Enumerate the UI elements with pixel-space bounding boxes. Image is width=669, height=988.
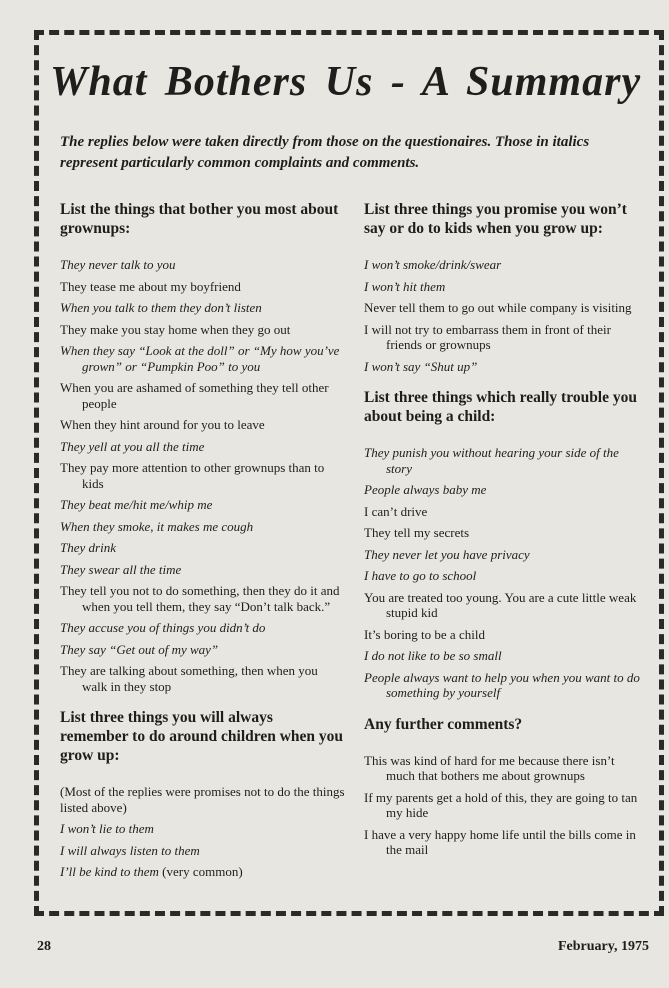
answer-item: They swear all the time	[60, 561, 182, 577]
answer-item: I have to go to school	[364, 568, 477, 583]
answer-item-kind	[60, 864, 345, 880]
answer-item-kind-note: (very common)	[158, 864, 243, 879]
answers-remember-to-do	[60, 784, 345, 880]
answer-item: When they hint around for you to leave	[60, 417, 265, 432]
question-further-comments: Any further comments?	[364, 715, 523, 733]
answer-item: They pay more attention to other grownups than to kids	[60, 460, 325, 491]
answer-item: When you are ashamed of something they tell other people	[60, 380, 329, 411]
question-remember-to-do: List three things you will always remember to do around children when you grow up:	[60, 709, 344, 764]
answer-item: People always baby me	[364, 482, 487, 497]
answer-item: They tell you not to do something, then they do it and when you tell them, they say “Don’t talk back.”	[60, 583, 340, 614]
answer-item: I will always listen to them	[60, 842, 200, 858]
answer-item: If my parents get a hold of this, they are going to tan my hide	[364, 789, 638, 820]
answer-item: Never tell them to go out while company is visiting	[364, 300, 632, 315]
answer-item: When they smoke, it makes me cough	[60, 518, 254, 534]
answer-item: They say “Get out of my way”	[60, 641, 219, 657]
answer-item: I do not like to be so small	[364, 648, 502, 663]
answer-item: I won’t say “Shut up”	[364, 358, 478, 374]
answer-item: I will not try to embarrass them in front of their friends or grownups	[364, 321, 611, 352]
answer-item: You are treated too young. You are a cute little weak stupid kid	[364, 589, 637, 620]
page-number: 28	[37, 939, 51, 954]
answer-item: They accuse you of things you didn’t do	[60, 620, 266, 635]
answer-item: I can’t drive	[364, 503, 428, 519]
question-trouble-being-child: List three things which really trouble you about being a child:	[364, 389, 637, 425]
issue-date: February, 1975	[558, 939, 649, 954]
answer-item: They make you stay home when they go out	[60, 321, 291, 337]
question-promise-wont: List three things you promise you won’t say or do to kids when you grow up:	[364, 201, 627, 237]
answer-item: They drink	[60, 540, 116, 555]
answers-promise-wont	[364, 257, 646, 374]
answer-item: This was kind of hard for me because there isn’t much that bothers me about grownups	[364, 752, 615, 783]
answer-item: They punish you without hearing your side of the story	[364, 445, 619, 476]
answers-trouble-being-child	[364, 445, 646, 701]
answer-item: I have a very happy home life until the bills come in the mail	[364, 826, 636, 857]
answer-item: I won’t smoke/drink/swear	[364, 257, 502, 272]
question-bothers-most: List the things that bother you most about grownups:	[60, 201, 339, 237]
answer-item: They beat me/hit me/whip me	[60, 497, 213, 512]
answer-item: They are talking about something, then when you walk in they stop	[60, 663, 318, 694]
answer-item: When they say “Look at the doll” or “My how you’ve grown” or “Pumpkin Poo” to you	[60, 343, 340, 374]
answer-item: They yell at you all the time	[60, 438, 205, 454]
answer-note: (Most of the replies were promises not to do the things listed above)	[60, 784, 345, 815]
answer-item: They never let you have privacy	[364, 546, 530, 562]
right-column	[364, 200, 646, 864]
answer-item-kind-italic: I’ll be kind to them	[60, 864, 159, 879]
answer-item: People always want to help you when you want to do something by yourself	[364, 669, 640, 700]
intro-text: The replies below were taken directly from those on the questionaires. Those in italics represent particularly common complaints and comments.	[60, 134, 590, 171]
answers-bothers-most	[60, 257, 345, 694]
answer-item: When you talk to them they don’t listen	[60, 300, 262, 315]
answers-further-comments	[364, 753, 646, 858]
answer-item: I won’t lie to them	[60, 821, 154, 836]
answer-item: I won’t hit them	[364, 278, 446, 294]
page-title: What Bothers Us - A Summary	[50, 59, 642, 105]
answer-item: It’s boring to be a child	[364, 626, 485, 642]
answer-item: They tell my secrets	[364, 525, 470, 540]
left-column	[60, 200, 345, 886]
answer-item: They never talk to you	[60, 257, 176, 272]
answer-item: They tease me about my boyfriend	[60, 278, 241, 294]
